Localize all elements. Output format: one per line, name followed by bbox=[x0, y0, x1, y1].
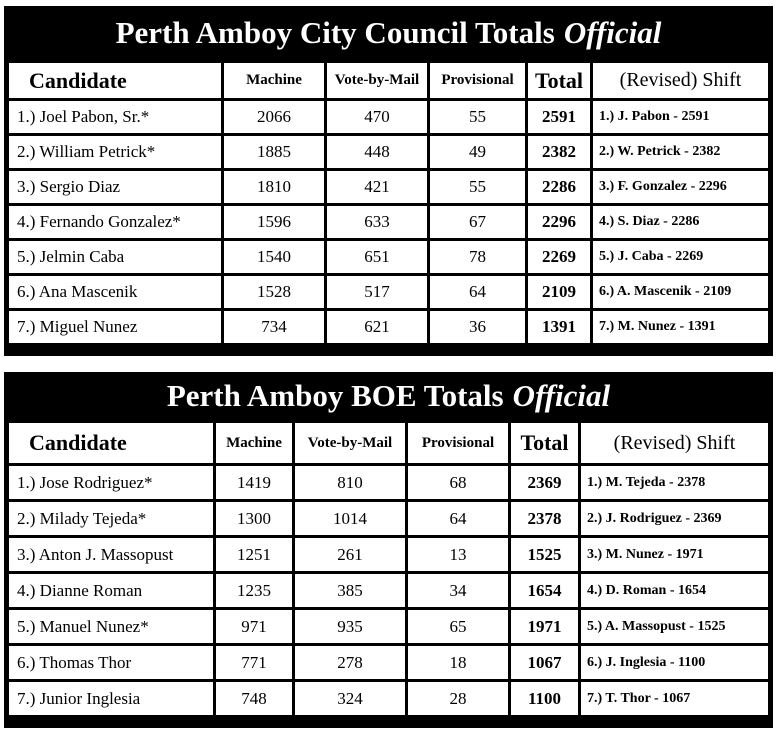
boe-vbm-votes: 278 bbox=[295, 646, 405, 679]
council-provisional-votes: 67 bbox=[430, 206, 525, 238]
council-vbm-votes: 621 bbox=[327, 311, 427, 343]
boe-machine-votes: 1300 bbox=[216, 502, 292, 535]
boe-title-official: Official bbox=[512, 378, 611, 413]
council-total-votes: 2382 bbox=[528, 136, 590, 168]
council-title-text: Perth Amboy City Council Totals bbox=[115, 15, 555, 50]
council-header-machine: Machine bbox=[224, 63, 324, 98]
council-machine-votes: 1885 bbox=[224, 136, 324, 168]
boe-table-row bbox=[9, 502, 768, 535]
boe-candidate-name: 3.) Anton J. Massopust bbox=[9, 538, 213, 571]
council-header-vbm: Vote-by-Mail bbox=[327, 63, 427, 98]
boe-total-votes: 1067 bbox=[511, 646, 578, 679]
boe-revised-shift: 3.) M. Nunez - 1971 bbox=[581, 538, 768, 571]
council-table-row bbox=[9, 206, 768, 238]
council-title-official: Official bbox=[563, 15, 662, 50]
council-candidate-name: 7.) Miguel Nunez bbox=[9, 311, 221, 343]
council-revised-shift: 2.) W. Petrick - 2382 bbox=[593, 136, 768, 168]
council-provisional-votes: 55 bbox=[430, 171, 525, 203]
boe-header-vbm: Vote-by-Mail bbox=[295, 423, 405, 463]
boe-vbm-votes: 1014 bbox=[295, 502, 405, 535]
council-results-table bbox=[6, 60, 771, 346]
council-table-row bbox=[9, 276, 768, 308]
council-provisional-votes: 36 bbox=[430, 311, 525, 343]
council-header-shift: (Revised) Shift bbox=[593, 63, 768, 98]
council-candidate-name: 1.) Joel Pabon, Sr.* bbox=[9, 101, 221, 133]
boe-vbm-votes: 935 bbox=[295, 610, 405, 643]
council-provisional-votes: 78 bbox=[430, 241, 525, 273]
boe-title-text: Perth Amboy BOE Totals bbox=[166, 378, 504, 413]
council-provisional-votes: 64 bbox=[430, 276, 525, 308]
boe-candidate-name: 5.) Manuel Nunez* bbox=[9, 610, 213, 643]
boe-provisional-votes: 64 bbox=[408, 502, 508, 535]
boe-provisional-votes: 13 bbox=[408, 538, 508, 571]
boe-total-votes: 1971 bbox=[511, 610, 578, 643]
council-revised-shift: 4.) S. Diaz - 2286 bbox=[593, 206, 768, 238]
council-results-panel bbox=[4, 6, 773, 356]
boe-results-table bbox=[6, 420, 771, 718]
council-total-votes: 1391 bbox=[528, 311, 590, 343]
council-revised-shift: 3.) F. Gonzalez - 2296 bbox=[593, 171, 768, 203]
boe-revised-shift: 1.) M. Tejeda - 2378 bbox=[581, 466, 768, 499]
boe-table-row bbox=[9, 538, 768, 571]
council-vbm-votes: 651 bbox=[327, 241, 427, 273]
boe-candidate-name: 2.) Milady Tejeda* bbox=[9, 502, 213, 535]
boe-table-row bbox=[9, 610, 768, 643]
boe-title bbox=[4, 372, 773, 420]
boe-vbm-votes: 385 bbox=[295, 574, 405, 607]
boe-total-votes: 2369 bbox=[511, 466, 578, 499]
boe-header-total: Total bbox=[511, 423, 578, 463]
council-header-row bbox=[9, 63, 768, 98]
council-total-votes: 2109 bbox=[528, 276, 590, 308]
council-candidate-name: 3.) Sergio Diaz bbox=[9, 171, 221, 203]
boe-total-votes: 2378 bbox=[511, 502, 578, 535]
council-total-votes: 2286 bbox=[528, 171, 590, 203]
boe-machine-votes: 971 bbox=[216, 610, 292, 643]
boe-table-row bbox=[9, 646, 768, 679]
boe-header-machine: Machine bbox=[216, 423, 292, 463]
boe-total-votes: 1525 bbox=[511, 538, 578, 571]
boe-candidate-name: 1.) Jose Rodriguez* bbox=[9, 466, 213, 499]
council-vbm-votes: 470 bbox=[327, 101, 427, 133]
boe-provisional-votes: 68 bbox=[408, 466, 508, 499]
boe-header-row bbox=[9, 423, 768, 463]
council-provisional-votes: 55 bbox=[430, 101, 525, 133]
council-vbm-votes: 421 bbox=[327, 171, 427, 203]
boe-candidate-name: 4.) Dianne Roman bbox=[9, 574, 213, 607]
boe-provisional-votes: 18 bbox=[408, 646, 508, 679]
council-table-row bbox=[9, 171, 768, 203]
council-revised-shift: 7.) M. Nunez - 1391 bbox=[593, 311, 768, 343]
council-machine-votes: 1596 bbox=[224, 206, 324, 238]
council-candidate-name: 6.) Ana Mascenik bbox=[9, 276, 221, 308]
boe-vbm-votes: 810 bbox=[295, 466, 405, 499]
boe-table-row bbox=[9, 466, 768, 499]
boe-revised-shift: 6.) J. Inglesia - 1100 bbox=[581, 646, 768, 679]
boe-revised-shift: 5.) A. Massopust - 1525 bbox=[581, 610, 768, 643]
council-machine-votes: 734 bbox=[224, 311, 324, 343]
boe-header-candidate: Candidate bbox=[9, 423, 213, 463]
council-total-votes: 2269 bbox=[528, 241, 590, 273]
council-header-candidate: Candidate bbox=[9, 63, 221, 98]
boe-total-votes: 1654 bbox=[511, 574, 578, 607]
boe-machine-votes: 748 bbox=[216, 682, 292, 715]
boe-provisional-votes: 65 bbox=[408, 610, 508, 643]
boe-machine-votes: 771 bbox=[216, 646, 292, 679]
boe-results-panel bbox=[4, 372, 773, 728]
boe-machine-votes: 1235 bbox=[216, 574, 292, 607]
boe-table-row bbox=[9, 574, 768, 607]
council-title bbox=[4, 6, 773, 60]
boe-candidate-name: 6.) Thomas Thor bbox=[9, 646, 213, 679]
boe-provisional-votes: 34 bbox=[408, 574, 508, 607]
council-table-row bbox=[9, 311, 768, 343]
council-total-votes: 2591 bbox=[528, 101, 590, 133]
council-machine-votes: 1810 bbox=[224, 171, 324, 203]
boe-header-provisional: Provisional bbox=[408, 423, 508, 463]
council-provisional-votes: 49 bbox=[430, 136, 525, 168]
council-machine-votes: 1540 bbox=[224, 241, 324, 273]
council-total-votes: 2296 bbox=[528, 206, 590, 238]
boe-candidate-name: 7.) Junior Inglesia bbox=[9, 682, 213, 715]
council-machine-votes: 1528 bbox=[224, 276, 324, 308]
boe-machine-votes: 1251 bbox=[216, 538, 292, 571]
boe-vbm-votes: 324 bbox=[295, 682, 405, 715]
council-table-row bbox=[9, 136, 768, 168]
boe-header-shift: (Revised) Shift bbox=[581, 423, 768, 463]
council-header-provisional: Provisional bbox=[430, 63, 525, 98]
council-vbm-votes: 448 bbox=[327, 136, 427, 168]
boe-provisional-votes: 28 bbox=[408, 682, 508, 715]
boe-machine-votes: 1419 bbox=[216, 466, 292, 499]
council-candidate-name: 2.) William Petrick* bbox=[9, 136, 221, 168]
council-revised-shift: 6.) A. Mascenik - 2109 bbox=[593, 276, 768, 308]
council-candidate-name: 5.) Jelmin Caba bbox=[9, 241, 221, 273]
council-table-row bbox=[9, 241, 768, 273]
boe-table-row bbox=[9, 682, 768, 715]
council-revised-shift: 1.) J. Pabon - 2591 bbox=[593, 101, 768, 133]
boe-revised-shift: 7.) T. Thor - 1067 bbox=[581, 682, 768, 715]
boe-revised-shift: 4.) D. Roman - 1654 bbox=[581, 574, 768, 607]
council-table-row bbox=[9, 101, 768, 133]
council-header-total: Total bbox=[528, 63, 590, 98]
boe-revised-shift: 2.) J. Rodriguez - 2369 bbox=[581, 502, 768, 535]
council-candidate-name: 4.) Fernando Gonzalez* bbox=[9, 206, 221, 238]
boe-total-votes: 1100 bbox=[511, 682, 578, 715]
council-vbm-votes: 633 bbox=[327, 206, 427, 238]
council-vbm-votes: 517 bbox=[327, 276, 427, 308]
boe-vbm-votes: 261 bbox=[295, 538, 405, 571]
council-revised-shift: 5.) J. Caba - 2269 bbox=[593, 241, 768, 273]
council-machine-votes: 2066 bbox=[224, 101, 324, 133]
